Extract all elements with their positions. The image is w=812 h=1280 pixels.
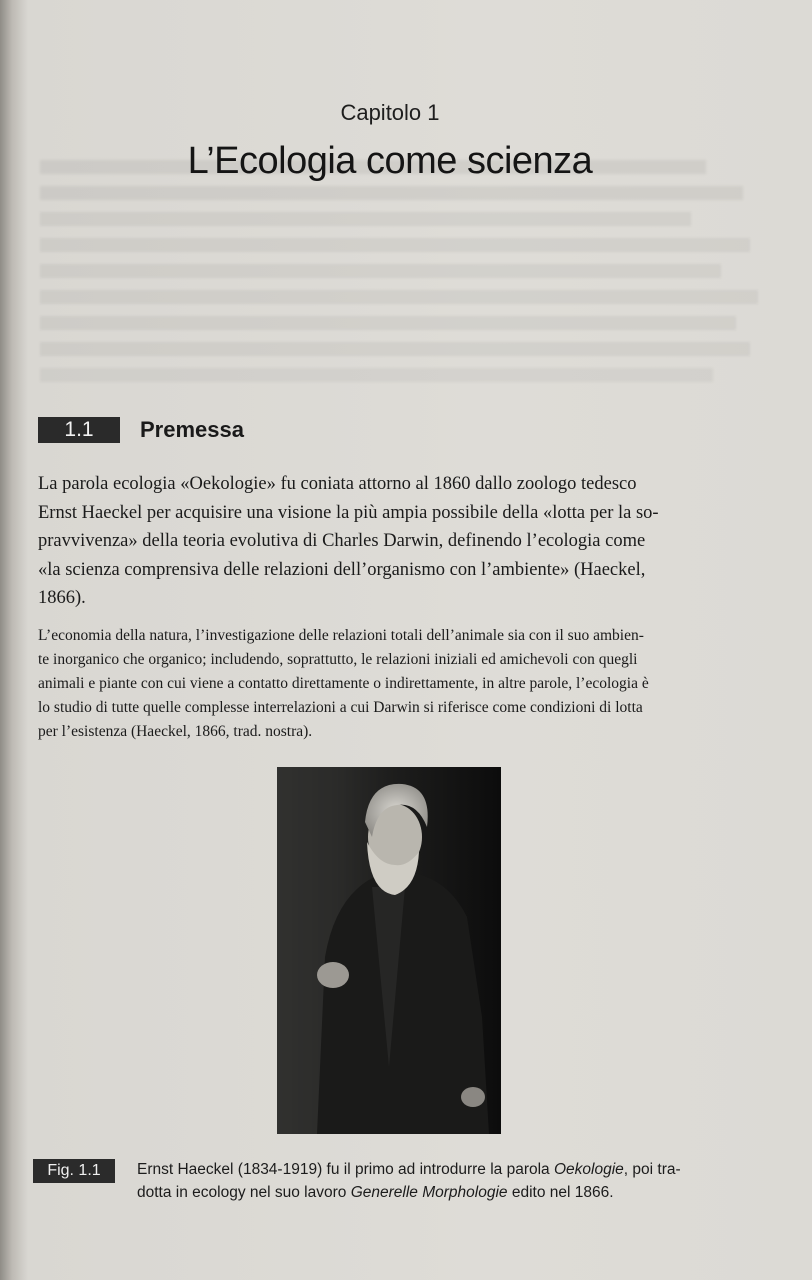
section-heading <box>38 416 244 444</box>
haeckel-portrait-photo <box>277 767 501 1134</box>
body-paragraph <box>38 470 758 613</box>
body-line: 1866). <box>38 588 86 608</box>
chapter-label: Capitolo 1 <box>340 100 440 125</box>
caption-line <box>137 1181 757 1204</box>
chapter-title: L’Ecologia come scienza <box>187 140 593 182</box>
caption-text: Ernst Haeckel (1834-1919) fu il primo ad introdurre la parola <box>137 1161 554 1178</box>
body-line: «la scienza comprensiva delle relazioni dell’organismo con l’ambiente» (Haeckel, <box>38 559 646 580</box>
caption-line <box>137 1158 757 1181</box>
caption-text: edito nel 1866. <box>507 1184 614 1201</box>
section-number-badge: 1.1 <box>38 417 120 443</box>
quote-line: L’economia della natura, l’investigazione delle relazioni totali dell’animale sia con il suo ambien- <box>38 627 644 644</box>
caption-italic: Oekologie <box>554 1161 624 1178</box>
portrait-illustration <box>277 767 501 1134</box>
caption-italic: Generelle Morphologie <box>350 1184 508 1201</box>
caption-text: dotta in ecology nel suo lavoro <box>137 1184 351 1201</box>
quote-line: lo studio di tutte quelle complesse interrelazioni a cui Darwin si riferisce come condizioni di lotta <box>38 699 643 716</box>
figure-label-badge: Fig. 1.1 <box>33 1159 115 1183</box>
quote-line: per l’esistenza (Haeckel, 1866, trad. nostra). <box>38 723 313 740</box>
figure-caption <box>137 1158 757 1204</box>
quote-line: te inorganico che organico; includendo, soprattutto, le relazioni iniziali ed amichevoli con quegli <box>38 651 638 668</box>
body-line: La parola ecologia «Oekologie» fu coniata attorno al 1860 dallo zoologo tedesco <box>38 474 637 494</box>
section-title: Premessa <box>140 417 244 442</box>
caption-text: , poi tra- <box>623 1161 681 1178</box>
show-through-text <box>40 95 780 382</box>
body-line: pravvivenza» della teoria evolutiva di Charles Darwin, definendo l’ecologia come <box>38 531 646 551</box>
block-quote <box>38 624 760 744</box>
body-line: Ernst Haeckel per acquisire una visione la più ampia possibile della «lotta per la so- <box>38 502 659 523</box>
quote-line: animali e piante con cui viene a contatto direttamente o indirettamente, in altre parole, l’ecologia è <box>38 675 649 692</box>
